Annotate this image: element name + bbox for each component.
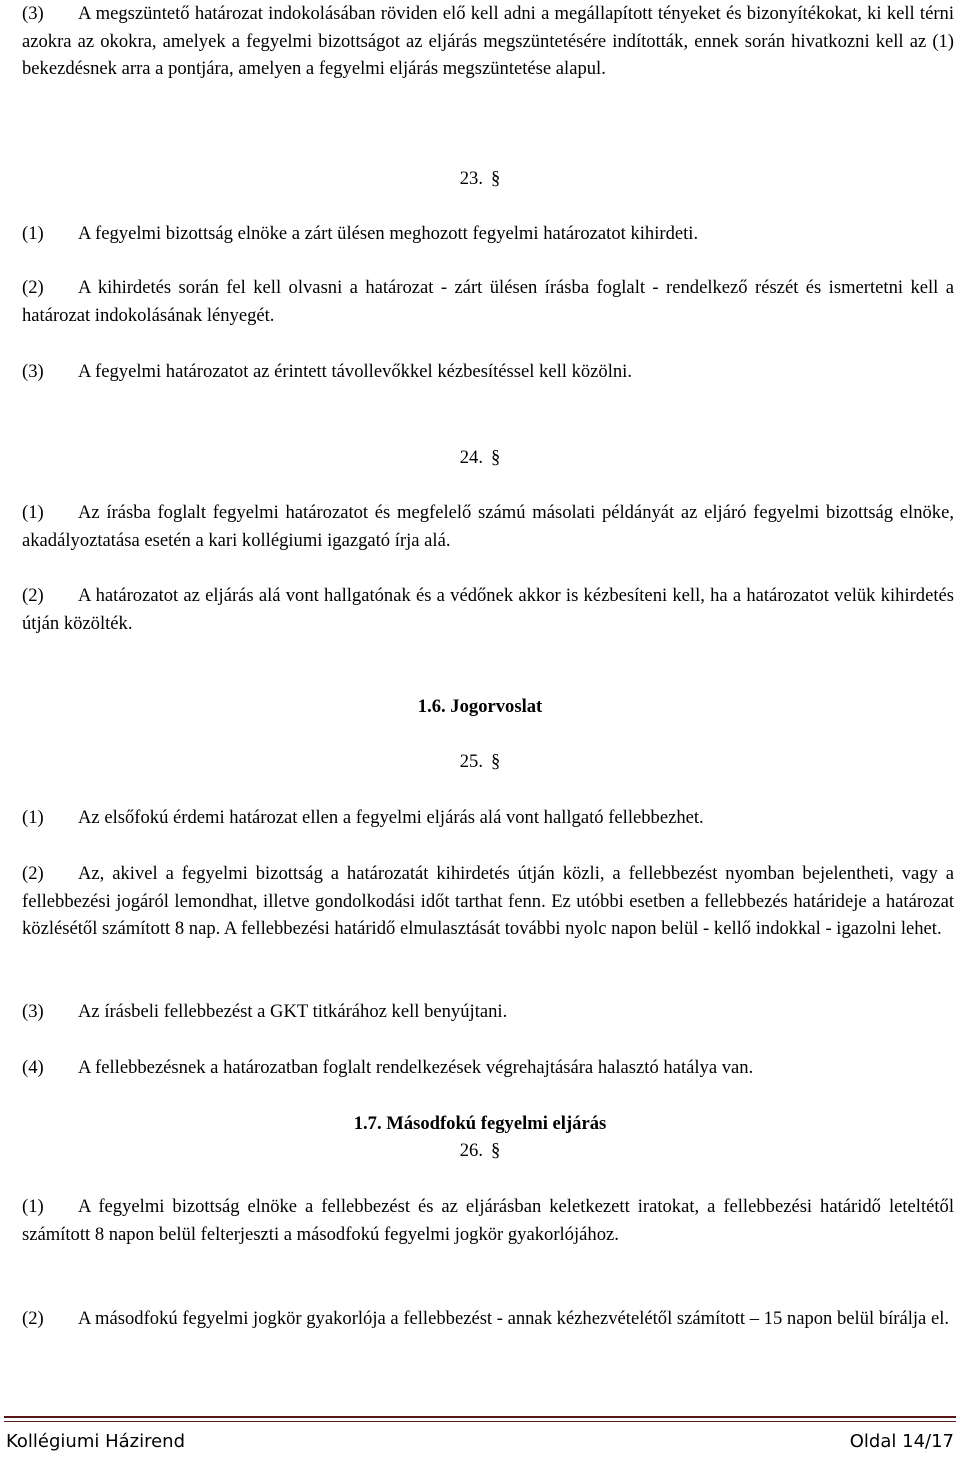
section-number: 26. [459, 1140, 483, 1161]
paragraph-number: (4) [22, 1057, 44, 1078]
paragraph-text: A másodfokú fegyelmi jogkör gyakorlója a fellebbezést - annak kézhezvételétől számított – 15 napon belül bírálja el. [78, 1308, 950, 1329]
paragraph-number: (3) [22, 361, 44, 382]
paragraph-24-2 [22, 582, 954, 637]
paragraph-text: A megszüntető határozat indokolásában röviden elő kell adni a megállapított tényeket és bizonyítékokat, ki kell térni azokra az okokra, amelyek a fegyelmi bizottságot az eljárás megszüntetésére indították, ennek során hivatkozni kell az (1) bekezdésnek arra a pontjára, amelyen a fegyelmi eljárás megszüntetése alapul. [22, 3, 954, 79]
section-sign: § [490, 447, 501, 468]
paragraph-25-4 [22, 1054, 954, 1082]
section-sign: § [490, 751, 501, 772]
section-23-title [0, 165, 960, 192]
footer-divider-thin [4, 1421, 956, 1422]
page-footer [6, 1428, 954, 1456]
paragraph-25-3 [22, 998, 954, 1026]
paragraph-text: Az írásbeli fellebbezést a GKT titkárához kell benyújtani. [78, 1001, 508, 1022]
paragraph-text: Az írásba foglalt fegyelmi határozatot és megfelelő számú másolati példányát az eljáró fegyelmi bizottság elnöke, akadályoztatása esetén a kari kollégiumi igazgató írja alá. [22, 502, 954, 551]
paragraph-text: A kihirdetés során fel kell olvasni a határozat - zárt ülésen írásba foglalt - rendelkező részét és ismertetni kell a határozat indokolásának lényegét. [22, 277, 954, 326]
heading-jogorvoslat: 1.6. Jogorvoslat [417, 696, 543, 717]
paragraph-25-2 [22, 860, 954, 943]
paragraph-text: A határozatot az eljárás alá vont hallgatónak és a védőnek akkor is kézbesíteni kell, ha a határozatot velük kihirdetés útján közölték. [22, 585, 954, 634]
paragraph-number: (2) [22, 1308, 44, 1329]
paragraph-26-2 [22, 1305, 954, 1333]
section-sign: § [490, 1140, 501, 1161]
paragraph-text: A fellebbezésnek a határozatban foglalt rendelkezések végrehajtására halasztó hatálya van. [78, 1057, 754, 1078]
paragraph-text: A fegyelmi bizottság elnöke a zárt ülésen meghozott fegyelmi határozatot kihirdeti. [78, 223, 699, 244]
footer-divider [4, 1416, 956, 1418]
paragraph-number: (2) [22, 863, 44, 884]
section-number: 25. [459, 751, 483, 772]
paragraph-number: (3) [22, 1001, 44, 1022]
section-24-title [0, 444, 960, 471]
paragraph-24-1 [22, 499, 954, 554]
paragraph-text: A fegyelmi határozatot az érintett távollevőkkel kézbesítéssel kell közölni. [78, 361, 632, 382]
footer-document-title: Kollégiumi Házirend [6, 1431, 186, 1452]
paragraph-25-1 [22, 804, 954, 832]
paragraph-26-1 [22, 1193, 954, 1248]
paragraph-number: (3) [22, 3, 44, 24]
paragraph-text: Az, akivel a fegyelmi bizottság a határozatát kihirdetés útján közli, a fellebbezést nyomban bejelentheti, vagy a fellebbezési jogáról lemondhat, illetve gondolkodási időt tarthat fenn. Ez utóbbi esetben a fellebbezés határideje a határozat közlésétől számított 8 nap. A fellebbezési határidő elmulasztását további nyolc napon belül - kellő indokkal - igazolni lehet. [22, 863, 954, 939]
paragraph-number: (1) [22, 1196, 44, 1217]
section-sign: § [490, 168, 501, 189]
paragraph-23-3 [22, 358, 954, 386]
section-25-title [0, 748, 960, 775]
paragraph-number: (1) [22, 807, 44, 828]
paragraph-text: Az elsőfokú érdemi határozat ellen a fegyelmi eljárás alá vont hallgató fellebbezhet. [78, 807, 704, 828]
paragraph-number: (2) [22, 277, 44, 298]
footer-page-number: Oldal 14/17 [849, 1431, 954, 1452]
section-26-title [0, 1137, 960, 1164]
paragraph-22-3 [22, 0, 954, 83]
paragraph-23-2 [22, 274, 954, 329]
heading-masodfoku-eljaras: 1.7. Másodfokú fegyelmi eljárás [353, 1113, 607, 1134]
paragraph-number: (1) [22, 502, 44, 523]
section-number: 23. [459, 168, 483, 189]
paragraph-23-1 [22, 220, 954, 248]
section-number: 24. [459, 447, 483, 468]
paragraph-text: A fegyelmi bizottság elnöke a fellebbezést és az eljárásban keletkezett iratokat, a fellebbezési határidő leteltétől számított 8 napon belül felterjeszti a másodfokú fegyelmi jogkör gyakorlójához. [22, 1196, 954, 1245]
paragraph-number: (2) [22, 585, 44, 606]
paragraph-number: (1) [22, 223, 44, 244]
